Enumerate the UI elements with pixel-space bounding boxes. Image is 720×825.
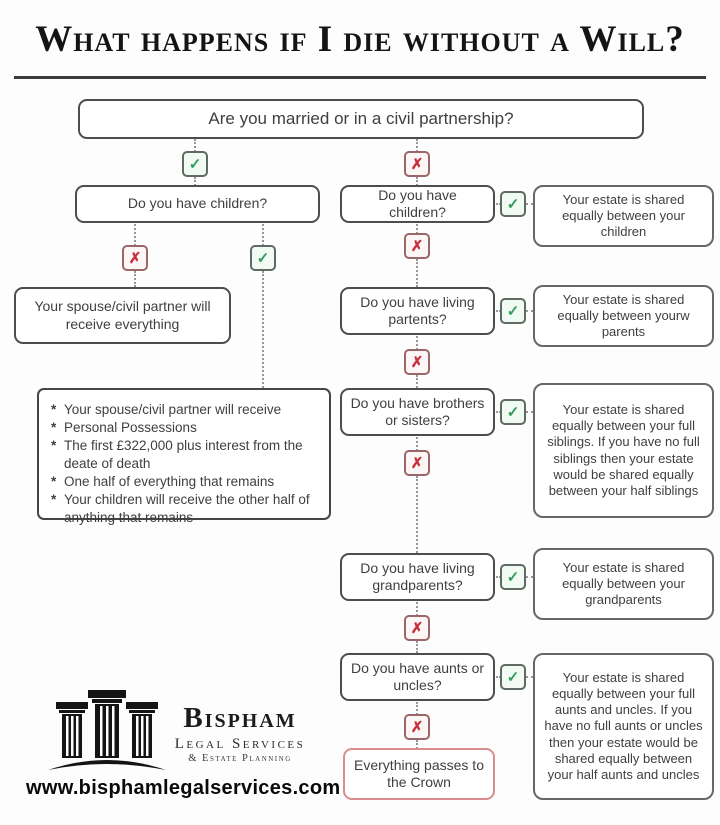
yes-check-icon: [182, 151, 208, 177]
connector-line: [416, 437, 418, 451]
connector-line: [262, 224, 264, 246]
cross-glyph: ✗: [128, 250, 142, 267]
cross-glyph: ✗: [410, 719, 424, 736]
bullet-item: [51, 437, 321, 473]
grandparents-result-box: Your estate is shared equally between your grandparents: [533, 548, 714, 620]
no-cross-icon: [404, 233, 430, 259]
connector-line: [416, 641, 418, 653]
no-cross-icon: [404, 349, 430, 375]
no-cross-icon: [404, 151, 430, 177]
yes-check-icon: [500, 298, 526, 324]
connector-line: [416, 476, 418, 553]
connector-line: [416, 602, 418, 616]
bullet-marker: *: [51, 438, 57, 454]
siblings-question-box: Do you have brothers or sisters?: [340, 388, 495, 436]
bullet-marker: *: [51, 492, 57, 508]
bullet-text: Your children will receive the other half of anything that remains: [64, 492, 310, 526]
check-glyph: ✓: [506, 569, 520, 586]
aunts-uncles-question-box: Do you have aunts or uncles?: [340, 653, 495, 701]
title-divider: [14, 76, 706, 79]
connector-line: [526, 576, 533, 578]
cross-glyph: ✗: [410, 238, 424, 255]
no-cross-icon: [404, 714, 430, 740]
bullet-item: [51, 473, 321, 491]
connector-line: [416, 336, 418, 350]
yes-check-icon: [500, 191, 526, 217]
aunts-uncles-result-box: Your estate is shared equally between your full aunts and uncles. If you have no full aunts or uncles then your estate would be shared equally between your half aunts and uncles: [533, 653, 714, 800]
no-cross-icon: [404, 615, 430, 641]
crown-result-box: Everything passes to the Crown: [343, 748, 495, 800]
connector-line: [526, 676, 533, 678]
bullet-marker: *: [51, 402, 57, 417]
connector-line: [526, 310, 533, 312]
connector-line: [416, 375, 418, 388]
siblings-result-box: Your estate is shared equally between your full siblings. If you have no full siblings then your estate would be shared equally between your half siblings: [533, 383, 714, 518]
bullet-text: Personal Possessions: [64, 420, 197, 436]
check-glyph: ✓: [506, 196, 520, 213]
bullet-item: [51, 401, 321, 419]
married-with-children-result-box: [37, 388, 331, 526]
yes-check-icon: [250, 245, 276, 271]
no-cross-icon: [122, 245, 148, 271]
check-glyph: ✓: [506, 669, 520, 686]
bispham-logo-text: [160, 704, 320, 764]
bullet-item: [51, 419, 321, 437]
children-result-box: Your estate is shared equally between your children: [533, 185, 714, 247]
check-glyph: ✓: [188, 156, 202, 173]
cross-glyph: ✗: [410, 156, 424, 173]
bullet-text: One half of everything that remains: [64, 474, 275, 490]
bullet-marker: *: [51, 420, 57, 436]
living-parents-question-box: Do you have living partents?: [340, 287, 495, 335]
cross-glyph: ✗: [410, 620, 424, 637]
yes-check-icon: [500, 664, 526, 690]
check-glyph: ✓: [506, 404, 520, 421]
root-question-box: Are you married or in a civil partnership?: [78, 99, 644, 139]
spouse-receives-everything-box: Your spouse/civil partner will receive everything: [14, 287, 231, 344]
bullet-item: [51, 491, 321, 527]
parents-result-box: Your estate is shared equally between yourw parents: [533, 285, 714, 347]
cross-glyph: ✗: [410, 354, 424, 371]
bullet-text: The first £322,000 plus interest from the deate of death: [64, 438, 303, 472]
no-cross-icon: [404, 450, 430, 476]
connector-line: [134, 224, 136, 246]
check-glyph: ✓: [256, 250, 270, 267]
check-glyph: ✓: [506, 303, 520, 320]
cross-glyph: ✗: [410, 455, 424, 472]
bispham-columns-logo-icon: [48, 688, 166, 779]
bullet-text: Your spouse/civil partner will receive: [64, 402, 282, 417]
brand-name: Bispham: [183, 702, 297, 734]
connector-line: [134, 271, 136, 287]
connector-line: [416, 259, 418, 287]
connector-line: [526, 203, 533, 205]
brand-line3: & Estate Planning: [188, 753, 292, 764]
single-children-question-box: Do you have children?: [340, 185, 495, 223]
brand-line2: Legal Services: [174, 736, 306, 752]
grandparents-question-box: Do you have living grandparents?: [340, 553, 495, 601]
connector-line: [526, 411, 533, 413]
connector-line: [262, 271, 264, 388]
married-children-question-box: Do you have children?: [75, 185, 320, 223]
page-title: What happens if I die without a Will?: [35, 19, 685, 60]
bullet-marker: *: [51, 474, 57, 490]
yes-check-icon: [500, 564, 526, 590]
website-url: www.bisphamlegalservices.com: [26, 777, 341, 799]
yes-check-icon: [500, 399, 526, 425]
